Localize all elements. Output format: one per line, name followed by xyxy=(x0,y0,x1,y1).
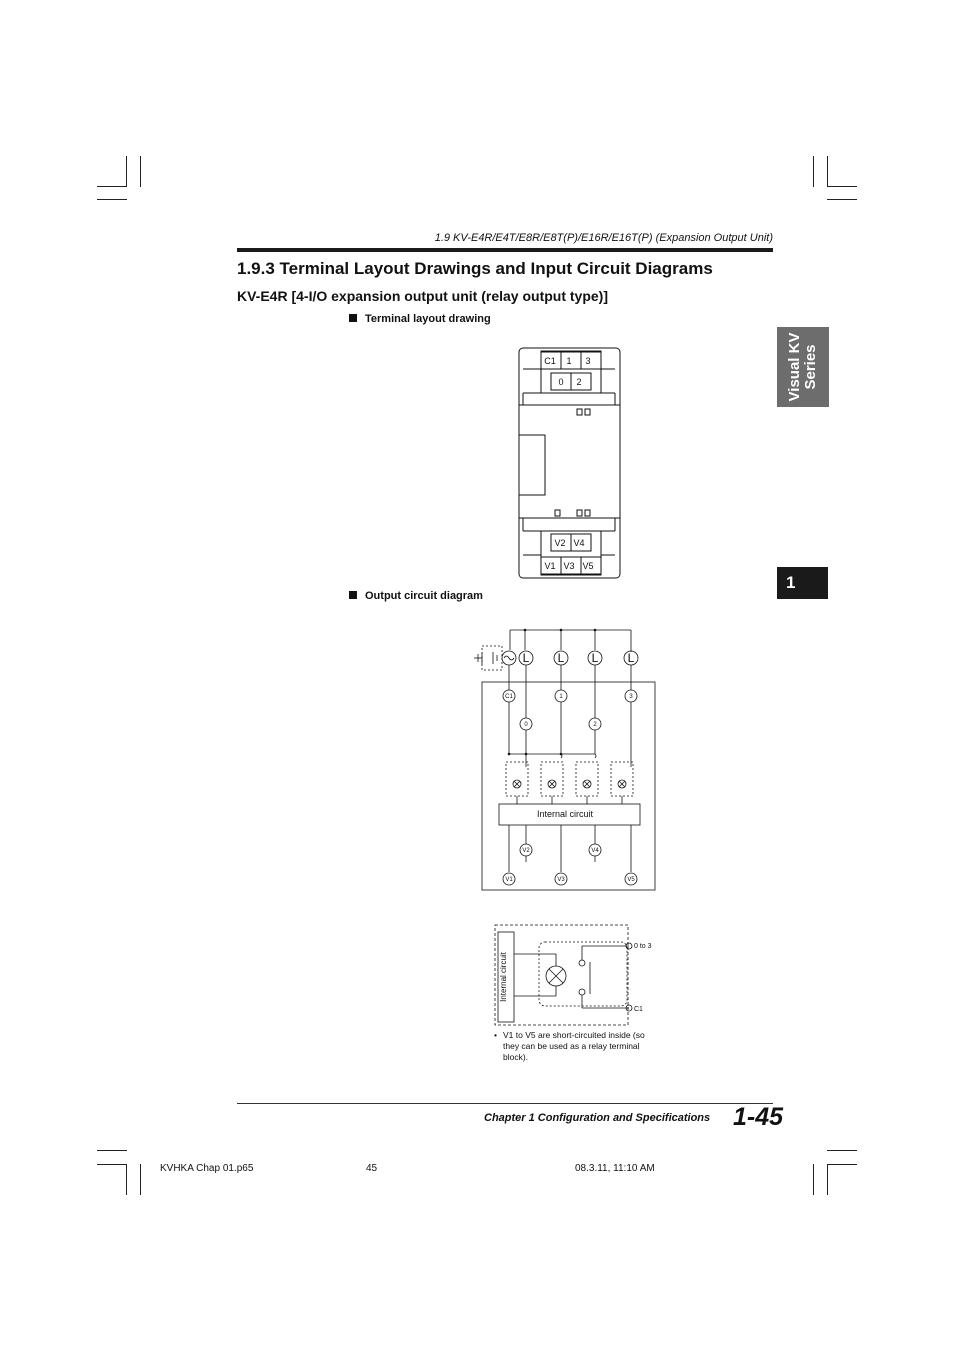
crop-mark xyxy=(827,1164,828,1195)
running-header: 1.9 KV-E4R/E4T/E8R/E8T(P)/E16R/E16T(P) (Expansion Output Unit) xyxy=(434,232,773,244)
terminal-label: V2 xyxy=(554,538,566,548)
terminal-label: V4 xyxy=(573,538,585,548)
crop-mark xyxy=(140,156,141,187)
terminal-label: V1 xyxy=(505,877,513,883)
crop-mark xyxy=(827,1150,857,1151)
crop-mark xyxy=(97,1164,127,1165)
terminal-label: 0 xyxy=(558,377,564,387)
crop-mark xyxy=(827,156,828,187)
slug-date: 08.3.11, 11:10 AM xyxy=(575,1163,655,1174)
load-label: L xyxy=(522,651,530,665)
crop-mark xyxy=(126,156,127,187)
crop-mark xyxy=(97,1150,127,1151)
output-circuit-heading xyxy=(349,590,483,602)
load-label: L xyxy=(557,651,565,665)
terminal-label: 2 xyxy=(593,722,597,728)
crop-mark xyxy=(813,156,814,187)
terminal-layout-heading-text: Terminal layout drawing xyxy=(365,313,491,325)
detail-note-text: V1 to V5 are short-circuited inside (so they can be used as a relay terminal block). xyxy=(503,1030,645,1062)
crop-mark xyxy=(97,186,127,187)
top-lower-terminals xyxy=(551,373,591,390)
terminal-label: V3 xyxy=(557,877,565,883)
section-title: 1.9.3 Terminal Layout Drawings and Input Circuit Diagrams xyxy=(237,259,713,278)
crop-mark xyxy=(827,199,857,200)
terminal-label: 3 xyxy=(585,356,591,366)
terminal-label: C1 xyxy=(505,694,513,700)
load-label: L xyxy=(591,651,599,665)
crop-mark xyxy=(827,1164,857,1165)
output-circuit-heading-text: Output circuit diagram xyxy=(365,590,483,602)
section-subtitle: KV-E4R [4-I/O expansion output unit (relay output type)] xyxy=(237,288,609,304)
crop-mark xyxy=(126,1164,127,1195)
crop-mark xyxy=(97,199,127,200)
load-label: L xyxy=(627,651,635,665)
terminal-label: C1 xyxy=(634,1006,643,1013)
chapter-tab xyxy=(777,567,828,599)
terminal-label: 1 xyxy=(566,356,572,366)
top-upper-terminals xyxy=(541,352,601,369)
terminal-label: V5 xyxy=(627,877,635,883)
terminal-label: 2 xyxy=(576,377,582,387)
side-tab-line1: Visual KV xyxy=(786,332,803,402)
terminal-label: 1 xyxy=(559,694,563,700)
relay-detail-circuit xyxy=(490,922,660,1032)
terminal-label: 0 to 3 xyxy=(634,943,652,950)
terminal-label: 3 xyxy=(629,694,633,700)
terminal-layout-heading xyxy=(349,313,491,325)
crop-mark xyxy=(813,1164,814,1195)
terminal-layout-drawing xyxy=(515,345,625,581)
output-circuit-diagram xyxy=(468,622,664,894)
terminal-label: V1 xyxy=(544,561,556,571)
terminal-label: C1 xyxy=(544,356,556,366)
terminal-label: V4 xyxy=(591,848,599,854)
bottom-lower-terminals xyxy=(541,557,601,574)
internal-circuit-label: Internal circuit xyxy=(536,809,594,819)
internal-circuit-label: Internal circuit xyxy=(499,952,508,1002)
terminal-label: V5 xyxy=(582,561,594,571)
series-side-tab xyxy=(777,327,829,407)
chapter-number: 1 xyxy=(786,573,796,592)
detail-note xyxy=(494,1030,654,1063)
square-bullet-icon xyxy=(349,314,357,322)
bottom-upper-terminals xyxy=(551,534,591,551)
slug-page: 45 xyxy=(366,1163,378,1174)
slug-file: KVHKA Chap 01.p65 xyxy=(160,1163,254,1174)
terminal-label: 0 xyxy=(524,722,528,728)
square-bullet-icon xyxy=(349,591,357,599)
crop-mark xyxy=(140,1164,141,1195)
bullet-icon: • xyxy=(494,1030,497,1040)
side-tab-line2: Series xyxy=(802,344,819,390)
header-rule xyxy=(237,248,773,252)
page-number: 1-45 xyxy=(733,1103,784,1131)
footer-rule xyxy=(237,1103,773,1104)
footer-chapter: Chapter 1 Configuration and Specifications xyxy=(484,1112,711,1124)
terminal-label: V2 xyxy=(522,848,530,854)
terminal-label: V3 xyxy=(563,561,575,571)
crop-mark xyxy=(827,186,857,187)
